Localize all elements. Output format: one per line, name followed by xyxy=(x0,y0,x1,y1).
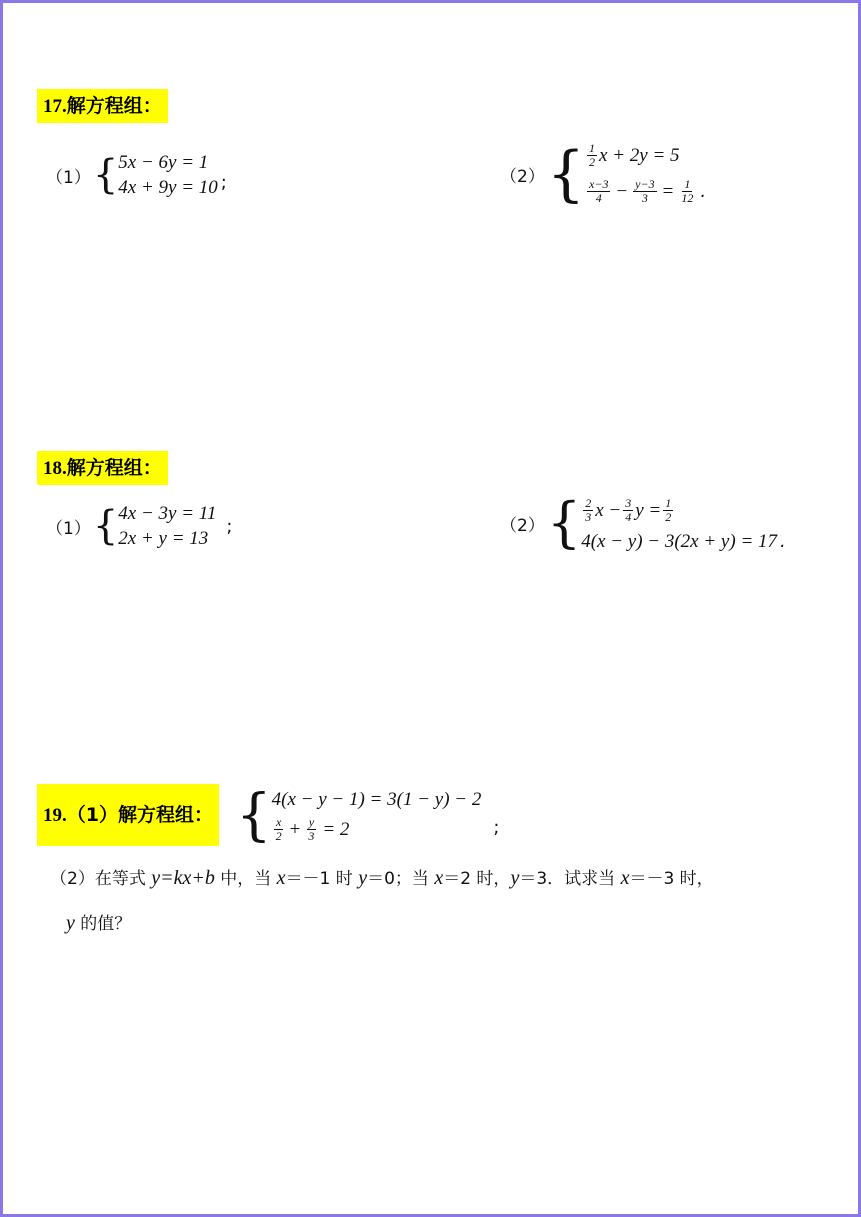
q18-number: 18. xyxy=(43,458,67,479)
q19-heading xyxy=(37,784,219,846)
q19-problem-1 xyxy=(236,783,500,848)
q17-problem-1 xyxy=(46,150,227,200)
fraction: $\frac{x-3}{4}$ xyxy=(589,176,609,205)
q19-system xyxy=(272,786,482,846)
fraction: $\frac{2}{3}$ xyxy=(585,495,592,524)
fraction: $\frac{1}{12}$ xyxy=(681,176,694,205)
q17-p2-eq1: $\frac{1}{2}$ x + 2y = 5 xyxy=(589,140,680,169)
q18-p2-eq2: 4(x − y) − 3(2x + y) = 17 . xyxy=(581,530,786,552)
q19-punct: ; xyxy=(493,816,500,838)
q18-p2-system xyxy=(581,492,786,554)
brace-icon: { xyxy=(546,139,586,209)
q19-eq2: $\frac{x}{2}$ + $\frac{y}{3}$ = 2 xyxy=(275,814,350,843)
fraction: $\frac{3}{4}$ xyxy=(625,495,632,524)
q17-p1-punct: ; xyxy=(220,171,227,193)
q17-p1-system xyxy=(118,150,218,200)
q19-number: 19. xyxy=(43,805,67,826)
q17-p1-eq1: 5x − 6y = 1 xyxy=(118,152,209,173)
brace-icon: { xyxy=(236,783,272,848)
q18-p1-eq1: 4x − 3y = 11 xyxy=(118,503,217,524)
fraction: $\frac{y}{3}$ xyxy=(308,814,315,843)
q17-p2-label: （2） xyxy=(500,166,545,187)
q19-title: （1）解方程组： xyxy=(66,804,213,826)
brace-icon: { xyxy=(546,491,582,554)
fraction: $\frac{1}{2}$ xyxy=(665,495,672,524)
q18-p1-punct: ; xyxy=(226,515,233,537)
fraction: $\frac{y-3}{3}$ xyxy=(635,176,655,205)
q18-problem-2 xyxy=(500,492,786,554)
formula: y=kx+b xyxy=(151,867,215,889)
q17-heading xyxy=(37,89,168,123)
q19-part2-line1: （2）在等式 y=kx+b 中，当 x＝－1 时 y＝0；当 x＝2 时，y＝3．试求当 x＝－3 时， xyxy=(50,867,714,889)
q19-part2-line2: y 的值？ xyxy=(66,912,132,934)
q17-p2-eq2: $\frac{x-3}{4}$ − $\frac{y-3}{3}$ = $\frac{1}{12}$ . xyxy=(589,176,707,205)
q18-p1-eq2: 2x + y = 13 xyxy=(118,528,209,549)
q18-p1-system xyxy=(118,501,216,551)
q17-problem-2 xyxy=(500,138,706,210)
q18-problem-1 xyxy=(46,501,232,551)
q19-eq1: 4(x − y − 1) = 3(1 − y) − 2 xyxy=(271,788,482,810)
q18-heading xyxy=(37,451,168,485)
q17-p1-label: （1） xyxy=(46,167,91,188)
fraction: $\frac{1}{2}$ xyxy=(589,140,596,169)
q17-title: 解方程组： xyxy=(66,95,162,117)
q17-p1-eq2: 4x + 9y = 10 xyxy=(118,177,218,198)
q18-p2-eq1: $\frac{2}{3}$ x − $\frac{3}{4}$ y = $\frac{1}{2}$ xyxy=(585,495,672,524)
q17-p2-system xyxy=(585,138,706,210)
brace-icon: { xyxy=(92,152,119,198)
q18-p1-label: （1） xyxy=(46,518,91,539)
q18-title: 解方程组： xyxy=(66,457,162,479)
brace-icon: { xyxy=(92,503,119,549)
fraction: $\frac{x}{2}$ xyxy=(275,814,282,843)
q18-p2-label: （2） xyxy=(500,515,545,536)
q17-number: 17. xyxy=(43,96,67,117)
